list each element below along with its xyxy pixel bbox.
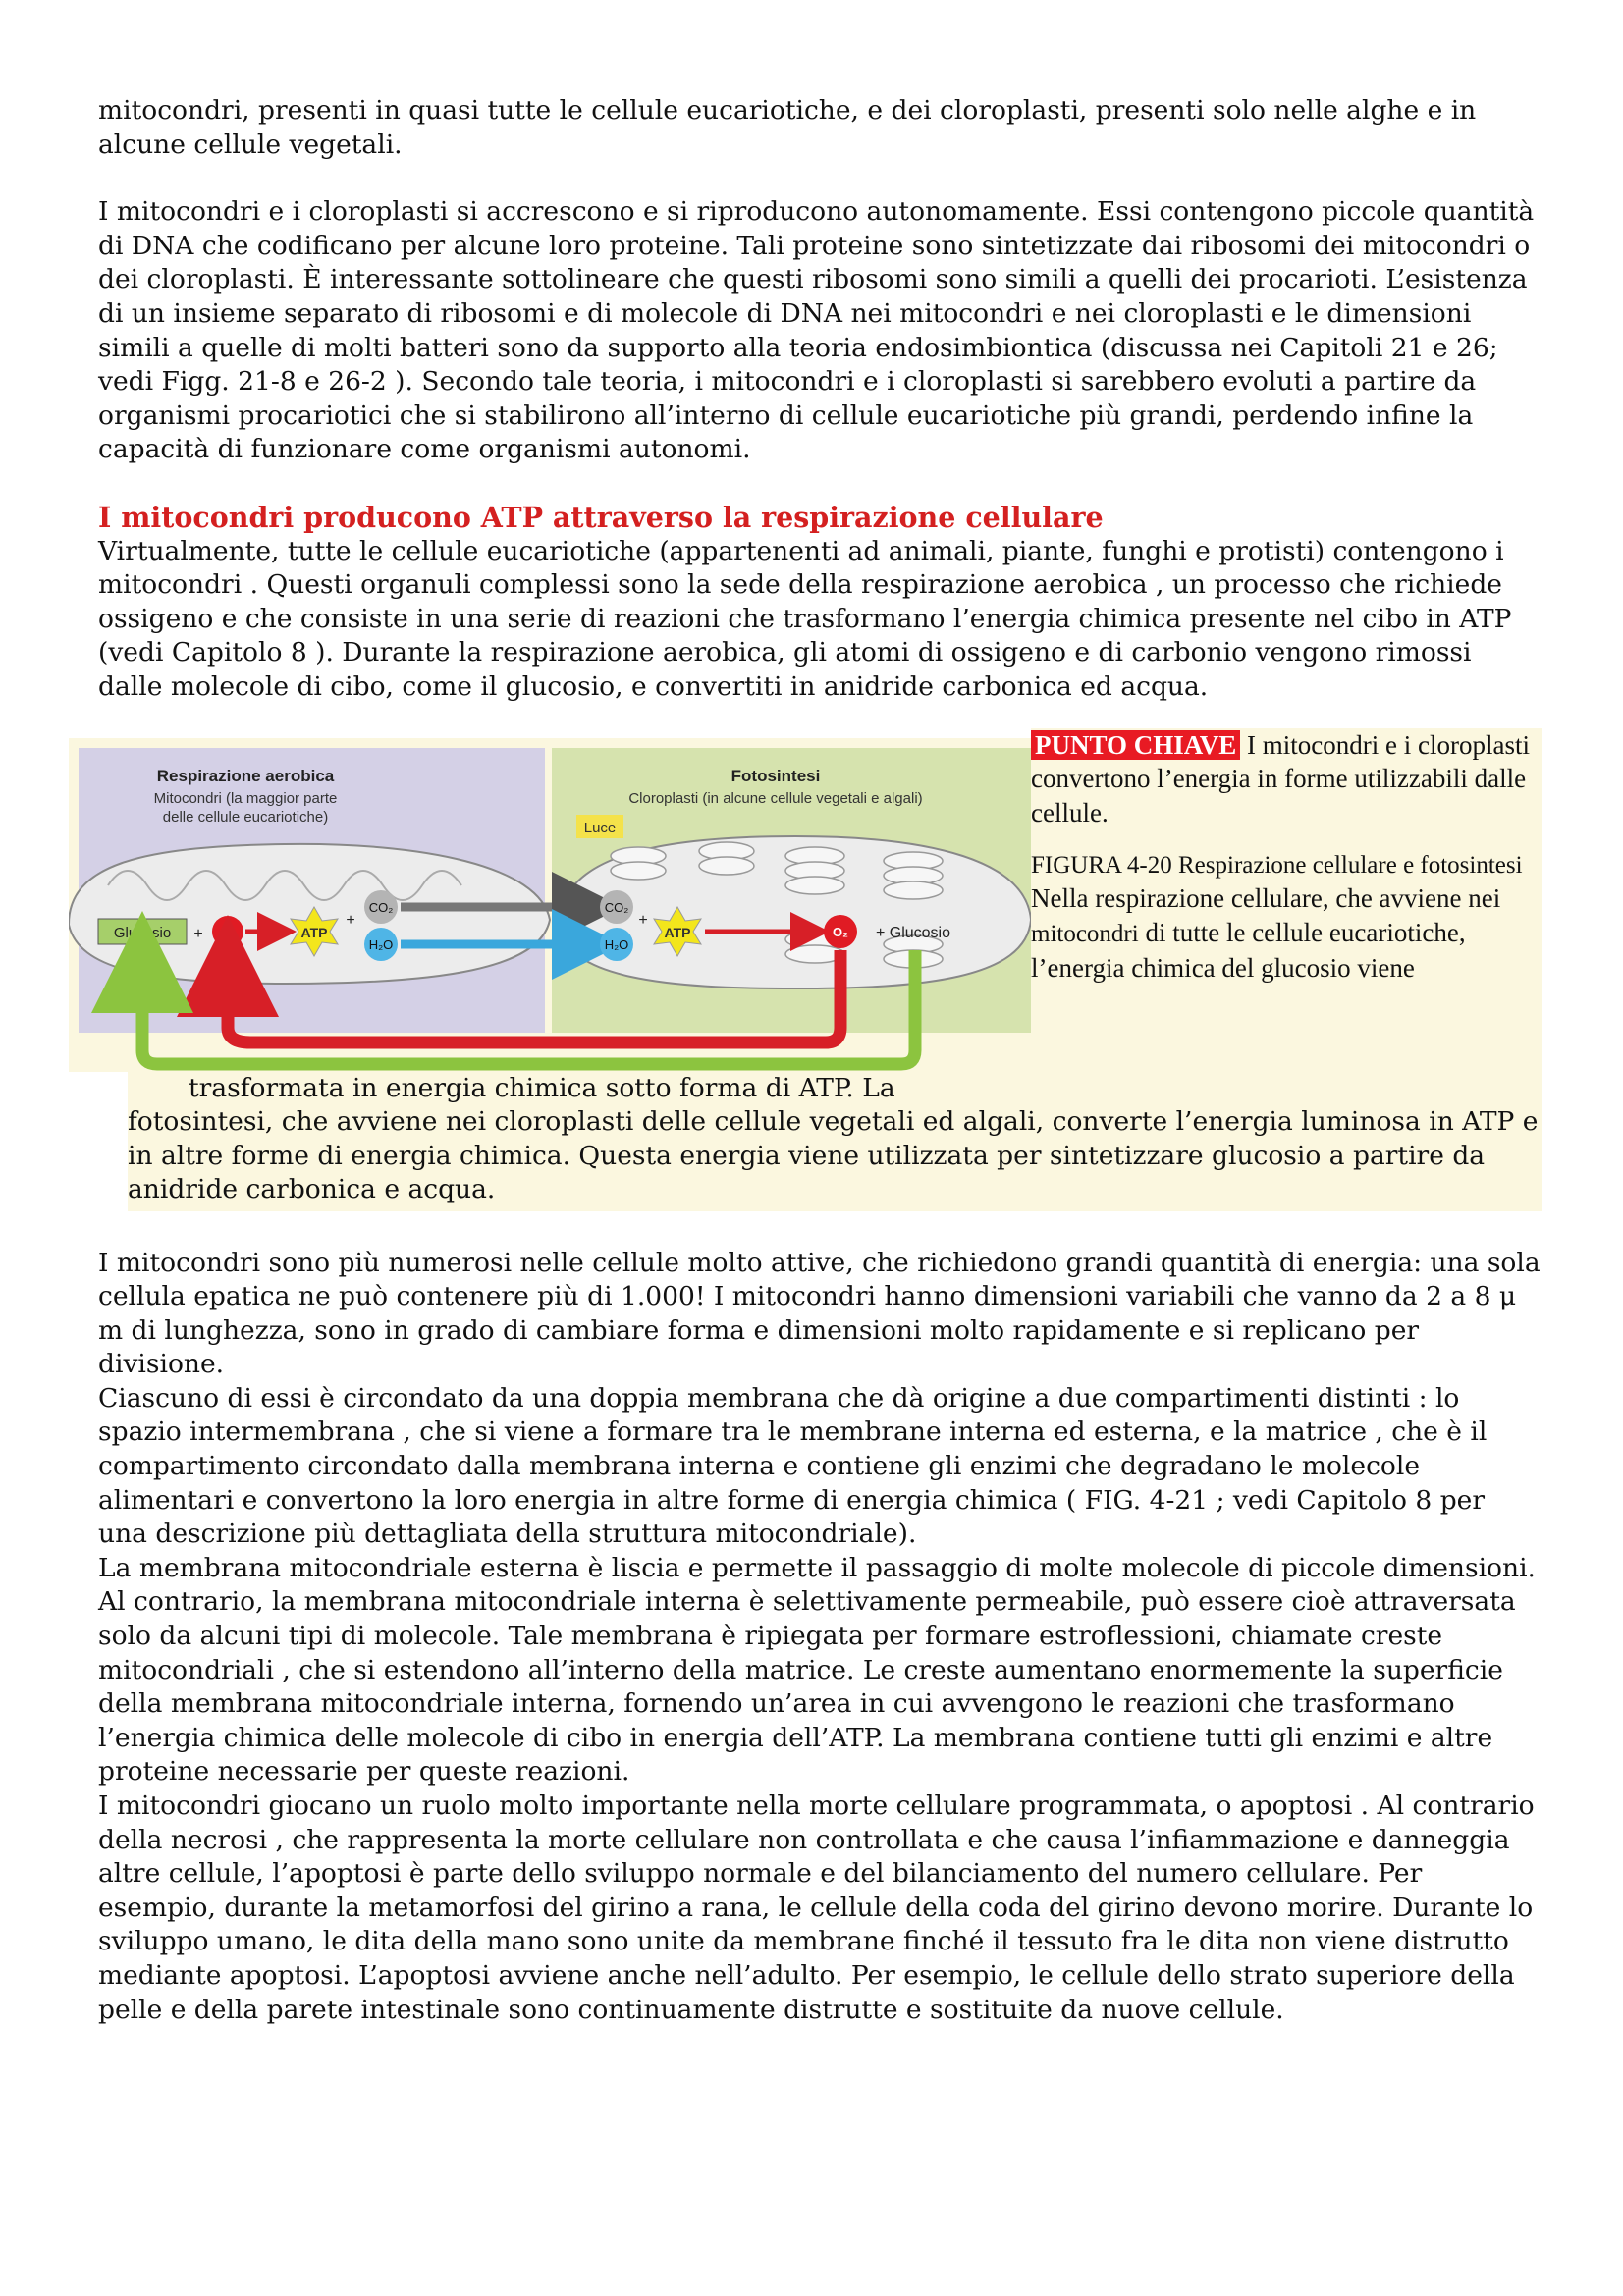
respiration-title: Respirazione aerobica xyxy=(156,766,335,785)
caption-body-mito: mitocondri xyxy=(1031,920,1139,947)
co2-label-left: CO₂ xyxy=(368,899,394,915)
respiration-subtitle-1: Mitocondri (la maggior parte xyxy=(153,789,338,807)
atp-label-left: ATP xyxy=(300,924,328,940)
after-paragraph-4: I mitocondri giocano un ruolo molto importante nella morte cellulare programmata, o apoptosi . Al contrario della necrosi , che rappresenta la morte cellulare non controllata e che causa l’infiammazione e danneggia altre cellule, l’apoptosi è parte dello sviluppo normale e del bilanciamento del numero cellulare. Per esempio, durante la metamorfosi del girino a rana, le cellule della coda del girino devono morire. Durante lo sviluppo umano, le dita della mano sono unite da membrane finché il tessuto fra le dita non viene distrutto mediante apoptosi. L’apoptosi avviene anche nell’adulto. Per esempio, le cellule dello strato superiore della pelle e della parete intestinale sono continuamente distrutte e sostituite da nuove cellule. xyxy=(98,1790,1535,2025)
section-heading: I mitocondri producono ATP attraverso la respirazione cellulare xyxy=(98,500,1104,534)
light-label: Luce xyxy=(583,819,617,836)
after-paragraph-2: Ciascuno di essi è circondato da una doppia membrana che dà origine a due compartimenti distinti : lo spazio intermembrana , che si viene a formare tra le membrane interna ed esterna, e la matrice , che è il compartimento circondato dalla membrana interna e contiene gli enzimi che degradano le molecole alimentari e convertono la loro energia in altre forme di energia chimica ( FIG. 4-21 ; vedi Capitolo 8 per una descrizione più dettagliata della struttura mitocondriale). xyxy=(98,1382,1488,1550)
after-paragraph-1: I mitocondri sono più numerosi nelle cellule molto attive, che richiedono grandi quantità di energia: una sola cellula epatica ne può contenere più di 1.000! I mitocondri hanno dimensioni variabili che vanno da 2 a 8 μ m di lunghezza, sono in grado di cambiare forma e dimensioni molto rapidamente e si replicano per divisione. xyxy=(98,1247,1541,1380)
photosynthesis-title: Fotosintesi xyxy=(730,766,821,785)
figure-4-20 xyxy=(98,726,1542,1211)
plus-sign-2: + xyxy=(346,911,355,929)
caption-cont-line-2: fotosintesi, che avviene nei cloroplasti delle cellule vegetali ed algali, converte l’energia luminosa in ATP e in altre forme di energia chimica. Questa energia viene utilizzata per sintetizzare glucosio a partire da anidride carbonica e acqua. xyxy=(128,1106,1539,1205)
key-point-text: I mitocondri e i cloroplasti convertono l’energia in forme utilizzabili dalle cellule. xyxy=(1031,729,1530,828)
caption-continuation xyxy=(128,1072,1542,1211)
plus-glucose-label: + Glucosio xyxy=(875,924,951,941)
respiration-subtitle-2: delle cellule eucariotiche) xyxy=(162,808,329,826)
document-page xyxy=(98,94,1542,2027)
photosynthesis-subtitle: Cloroplasti (in alcune cellule vegetali e algali) xyxy=(628,789,923,807)
plus-sign-3: + xyxy=(638,911,648,929)
plus-sign-1: + xyxy=(193,925,203,942)
h2o-label-left: H₂O xyxy=(368,936,394,952)
glucose-label-left: Glucosio xyxy=(113,924,172,941)
section-paragraph-1: Virtualmente, tutte le cellule eucariotiche (appartenenti ad animali, piante, funghi e protisti) contengono i mitocondri . Questi organuli complessi sono la sede della respirazione aerobica , un processo che richiede ossigeno e che consiste in una serie di reazioni che trasformano l’energia chimica presente nel cibo in ATP (vedi Capitolo 8 ). Durante la respirazione aerobica, gli atomi di ossigeno e di carbonio vengono rimossi dalle molecole di cibo, come il glucosio, e convertiti in anidride carbonica ed acqua. xyxy=(98,535,1512,702)
atp-label-right: ATP xyxy=(664,924,691,940)
after-paragraph-3: La membrana mitocondriale esterna è liscia e permette il passaggio di molte molecole di piccole dimensioni. Al contrario, la membrana mitocondriale interna è selettivamente permeabile, può essere cioè attraversata solo da alcuni tipi di molecole. Tale membrana è ripiegata per formare estroflessioni, chiamate creste mitocondriali , che si estendono all’interno della matrice. Le creste aumentano enormemente la superficie della membrana mitocondriale interna, fornendo un’area in cui avvengono le reazioni che trasformano l’energia chimica delle molecole di cibo in energia dell’ATP. La membrana contiene tutti gli enzimi e altre proteine necessarie per queste reazioni. xyxy=(98,1552,1536,1788)
h2o-label-right: H₂O xyxy=(604,936,629,952)
o2-label-right: O₂ xyxy=(833,924,848,939)
caption-body-b: di tutte le cellule eucariotiche, l’energia chimica del glucosio viene xyxy=(1031,917,1466,983)
figure-caption xyxy=(1031,728,1542,1072)
key-point xyxy=(1031,728,1542,830)
key-point-label: PUNTO CHIAVE xyxy=(1031,730,1240,760)
o2-label-left: O₂ xyxy=(220,924,236,939)
co2-label-right: CO₂ xyxy=(604,899,629,915)
intro-paragraph-1: mitocondri, presenti in quasi tutte le cellule eucariotiche, e dei cloroplasti, presenti solo nelle alghe e in alcune cellule vegetali. xyxy=(98,95,1477,160)
caption-body xyxy=(1031,881,1542,986)
figure-title: FIGURA 4-20 Respirazione cellulare e fotosintesi xyxy=(1031,852,1523,879)
respiration-photosynthesis-diagram xyxy=(69,738,1041,1072)
caption-body-a: Nella respirazione cellulare, che avviene nei xyxy=(1031,883,1501,913)
caption-cont-line-1: trasformata in energia chimica sotto forma di ATP. La xyxy=(189,1072,895,1103)
intro-paragraph-2: I mitocondri e i cloroplasti si accrescono e si riproducono autonomamente. Essi contengono piccole quantità di DNA che codificano per alcune loro proteine. Tali proteine sono sintetizzate dai ribosomi dei mitocondri o dei cloroplasti. È interessante sottolineare che questi ribosomi sono simili a quelli dei procarioti. L’esistenza di un insieme separato di ribosomi e di molecole di DNA nei mitocondri e nei cloroplasti e le dimensioni simili a quelle di molti batteri sono da supporto alla teoria endosimbiontica (discussa nei Capitoli 21 e 26; vedi Figg. 21-8 e 26-2 ). Secondo tale teoria, i mitocondri e i cloroplasti si sarebbero evoluti a partire da organismi procariotici che si stabilirono all’interno di cellule eucariotiche più grandi, perdendo infine la capacità di funzionare come organismi autonomi. xyxy=(98,196,1535,465)
